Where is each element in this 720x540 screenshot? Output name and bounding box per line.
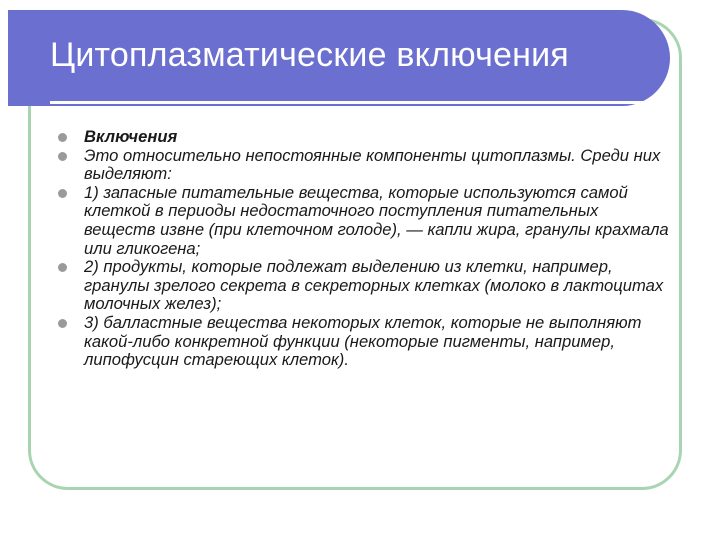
- bullet-dot-icon: [58, 189, 67, 198]
- title-underline: [50, 101, 644, 104]
- slide-title: Цитоплазматические включения: [50, 36, 569, 74]
- bullet-list: [58, 128, 670, 370]
- bullet-item-heading: [58, 128, 670, 147]
- bullet-text: 1) запасные питательные вещества, которые используются самой клеткой в периоды недостаточного поступления питательных веществ извне (при клеточном голоде), — капли жира, гранулы крахмала или гликогена;: [84, 182, 669, 258]
- bullet-text: Включения: [84, 127, 178, 146]
- bullet-item-secretion-products: [58, 258, 670, 314]
- bullet-item-ballast-substances: [58, 314, 670, 370]
- bullet-dot-icon: [58, 319, 67, 328]
- title-bar: [8, 10, 670, 106]
- bullet-item-reserve-nutrients: [58, 184, 670, 258]
- bullet-item-definition: [58, 147, 670, 184]
- bullet-text: 3) балластные вещества некоторых клеток, которые не выполняют какой-либо конкретной функции (некоторые пигменты, например, липофусцин стареющих клеток).: [84, 312, 642, 370]
- bullet-dot-icon: [58, 133, 67, 142]
- bullet-dot-icon: [58, 152, 67, 161]
- bullet-text: 2) продукты, которые подлежат выделению из клетки, например, гранулы зрелого секрета в секреторных клетках (молоко в лактоцитах молочных желез);: [84, 257, 664, 314]
- bullet-dot-icon: [58, 263, 67, 272]
- bullet-text: Это относительно непостоянные компоненты цитоплазмы. Среди них выделяют:: [84, 145, 661, 184]
